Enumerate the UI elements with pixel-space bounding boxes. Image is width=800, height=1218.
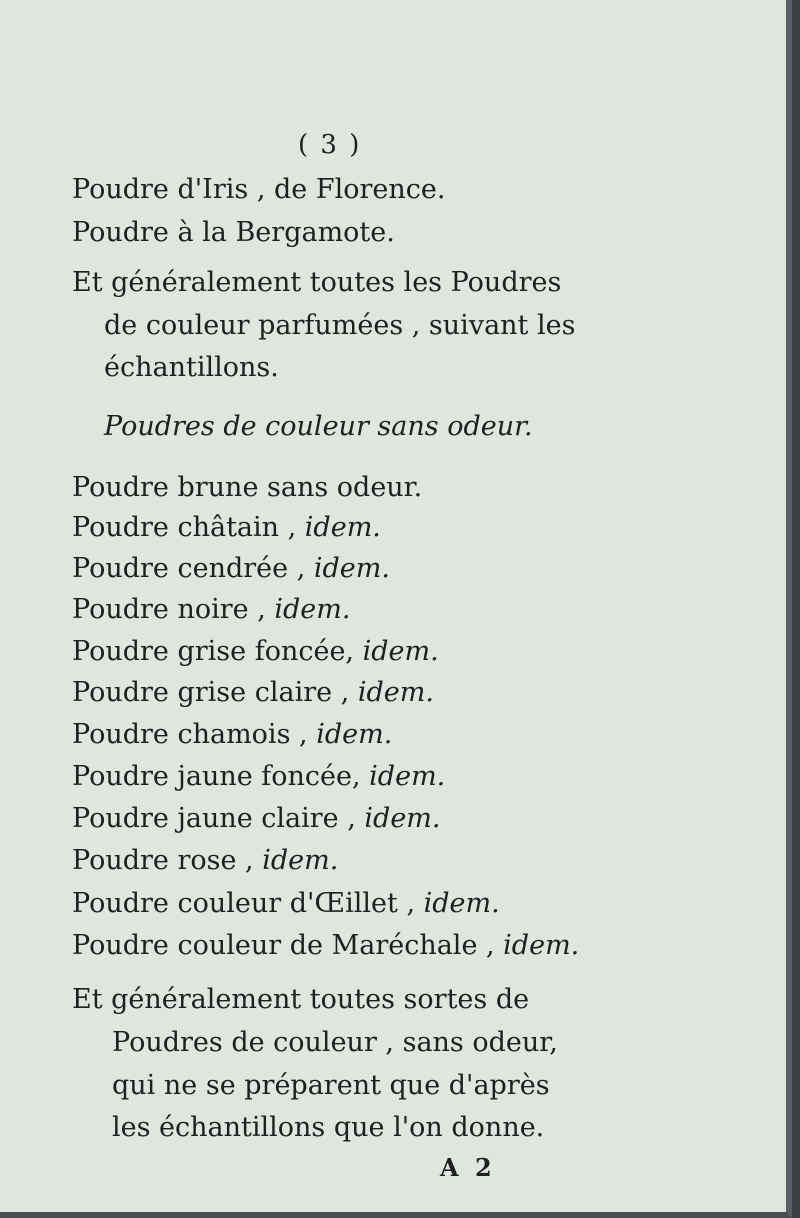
item-name: Poudre jaune claire ,: [72, 803, 365, 834]
list-item: [72, 553, 390, 584]
item-name: Poudre jaune foncée,: [72, 761, 370, 792]
item-name: Poudre chamois ,: [72, 719, 317, 750]
list-item: [72, 677, 434, 708]
item-idem: idem.: [313, 553, 390, 584]
item-idem: idem.: [503, 930, 580, 961]
signature-mark: A 2: [440, 1153, 496, 1182]
list-item: [72, 761, 445, 792]
list-item: [72, 803, 441, 834]
text-line: Poudre à la Bergamote.: [72, 217, 395, 248]
item-idem: idem.: [262, 845, 339, 876]
item-name: Poudre noire ,: [72, 594, 275, 625]
list-item: [72, 845, 338, 876]
item-idem: idem.: [364, 803, 441, 834]
item-name: Poudre couleur de Maréchale ,: [72, 930, 504, 961]
list-item: [72, 512, 381, 543]
item-idem: idem.: [316, 719, 393, 750]
item-idem: idem.: [369, 761, 446, 792]
item-name: Poudre cendrée ,: [72, 553, 314, 584]
item-name: Poudre grise foncée,: [72, 636, 363, 667]
list-item: [72, 472, 422, 503]
item-idem: idem.: [274, 594, 351, 625]
list-item: [72, 888, 500, 919]
text-line: Poudre d'Iris , de Florence.: [72, 174, 446, 205]
text-line: qui ne se préparent que d'après: [112, 1070, 550, 1101]
item-idem: idem.: [304, 512, 381, 543]
list-item: [72, 719, 392, 750]
text-line: de couleur parfumées , suivant les: [104, 310, 576, 341]
item-name: Poudre châtain ,: [72, 512, 305, 543]
list-item: [72, 636, 439, 667]
item-name: Poudre couleur d'Œillet ,: [72, 888, 424, 919]
text-line: Et généralement toutes sortes de: [72, 984, 530, 1015]
text-line: les échantillons que l'on donne.: [112, 1112, 545, 1143]
item-name: Poudre brune sans odeur.: [72, 472, 423, 503]
text-line: échantillons.: [104, 352, 279, 383]
item-idem: idem.: [357, 677, 434, 708]
item-idem: idem.: [362, 636, 439, 667]
list-item: [72, 930, 579, 961]
text-line: Poudres de couleur , sans odeur,: [112, 1027, 558, 1058]
item-idem: idem.: [423, 888, 500, 919]
item-name: Poudre grise claire ,: [72, 677, 358, 708]
page-number: ( 3 ): [298, 130, 362, 160]
section-heading: Poudres de couleur sans odeur.: [104, 411, 533, 442]
text-line: Et généralement toutes les Poudres: [72, 267, 562, 298]
list-item: [72, 594, 350, 625]
item-name: Poudre rose ,: [72, 845, 263, 876]
